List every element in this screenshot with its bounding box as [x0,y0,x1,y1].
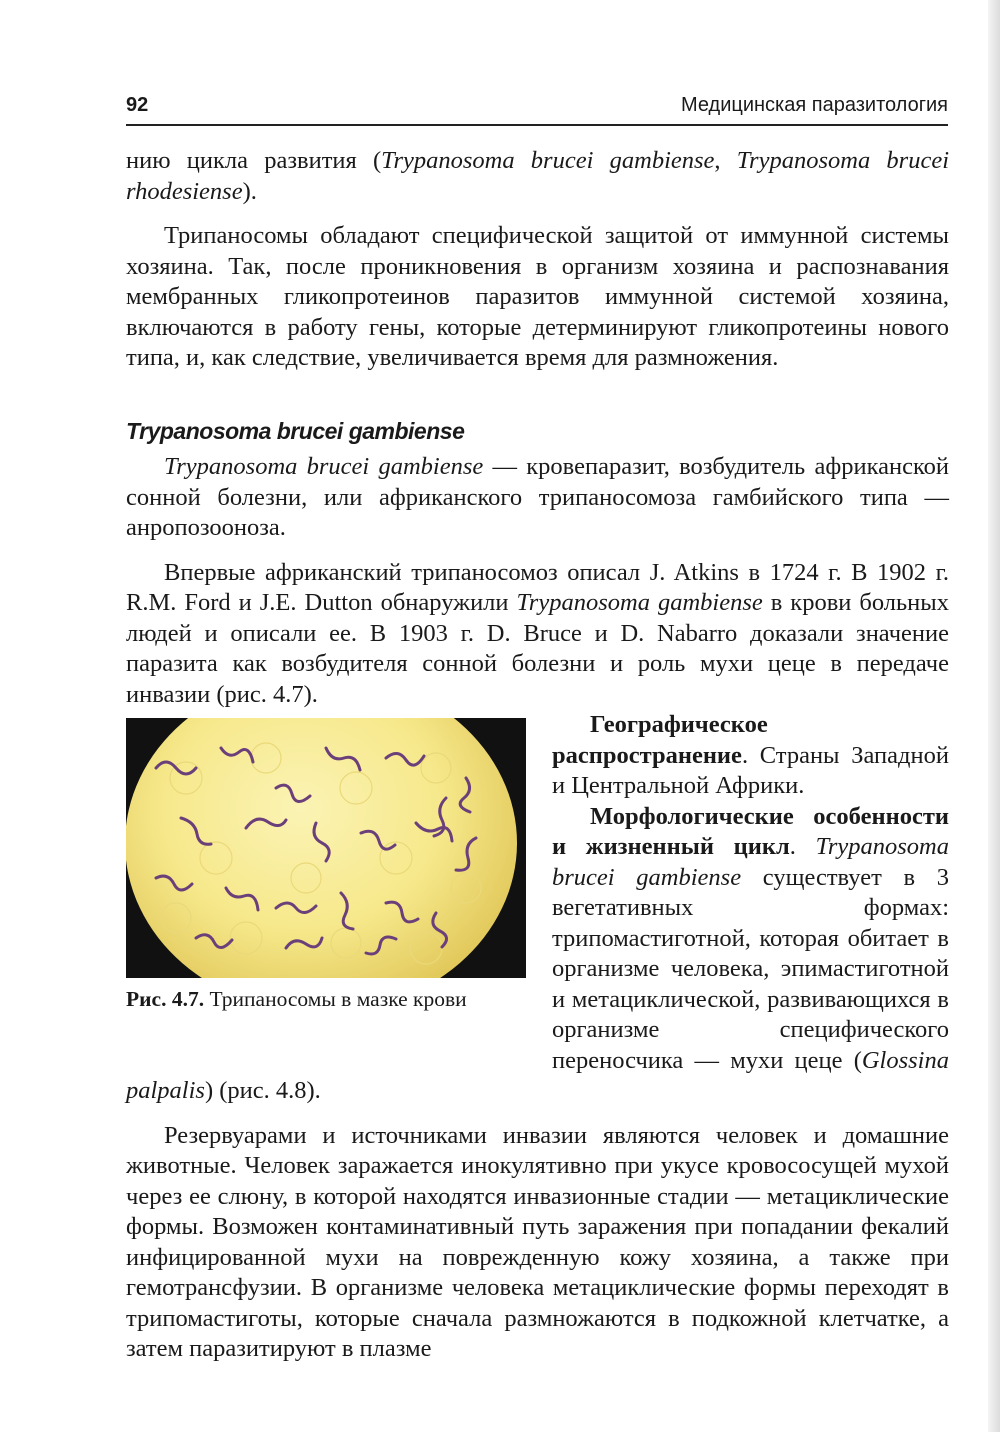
page-edge [988,0,1000,1432]
subheading-geography: Географическое распространение [552,711,768,769]
paragraph-lifecycle-end: нию цикла развития (Trypanosoma brucei gambiense, Trypanosoma brucei rhodesiense). [126,147,950,205]
species-name: Trypanosoma brucei gambiense [552,833,950,891]
section-heading: Trypanosoma brucei gambiense [126,418,465,444]
page-header [126,92,948,126]
species-name: Trypanosoma brucei rhodesiense [126,147,950,205]
species-name: Trypanosoma brucei gambiense [381,147,715,174]
micrograph-image [126,718,526,978]
figure-4-7 [126,718,526,1058]
intro-text [126,146,949,374]
figure-caption: Рис. 4.7. Трипаносомы в мазке крови [126,987,467,1011]
paragraph-definition: Trypanosoma brucei gambiense — кровепаразит, возбудитель африканской сонной болезни, или африканского трипаносомоза гамбийского типа — анропозооноза. [126,453,949,541]
running-title: Медицинская паразитология [680,94,948,116]
figure-label: Рис. 4.7. [126,987,205,1011]
section-text [126,452,949,1365]
paragraph-history: Впервые африканский трипаносомоз описал J. Atkins в 1724 г. В 1902 г. R.M. Ford и J.E. Dutton обнаружили Trypanosoma gambiense в крови больных людей и описали ее. В 1903 г. D. Bruce и D. Nabarro доказали значение паразита как возбудителя сонной болезни и роль мухи цеце в передаче инвазии (рис. 4.7). [126,558,950,708]
vector-name: Glossina palpalis [126,1046,949,1104]
subheading-morphology: Морфологические особенности и жизненный цикл [552,802,949,860]
species-name: Trypanosoma gambiense [516,589,763,616]
species-name: Trypanosoma brucei gambiense [164,453,484,480]
paragraph-immune-defense: Трипаносомы обладают специфической защитой от иммунной системы хозяина. Так, после проникновения в организм хозяина и распознавания мембранных гликопротеинов паразитов иммунной системой хозяина, включаются в работу гены, которые детерминируют гликопротеины нового типа, и, как следствие, увеличивается время для размножения. [126,222,949,371]
paragraph-geography: Географическое распространение. Страны Западной и Центральной Африки. [552,711,949,799]
page-number: 92 [126,94,149,116]
paragraph-morphology: Морфологические особенности и жизненный цикл. Trypanosoma brucei gambiense существует в 3 вегетативных формах: трипомастиготной, которая обитает в организме человека, эпимастиготной и метациклической, развивающихся в организме специфического переносчика — мухи цеце (Glossina palpalis) (рис. 4.8). [126,802,950,1104]
paragraph-reservoirs: Резервуарами и источниками инвазии являются человек и домашние животные. Человек заражается инокулятивно при укусе кровососущей мухой через ее слюну, в которой находятся инвазионные стадии — метациклические формы. Возможен контаминативный путь заражения при попадании фекалий инфицированной мухи на поврежденную кожу хозяина, а также при гемотрансфузии. В организме человека метациклические формы переходят в трипомастиготы, которые сначала размножаются в подкожной клетчатке, а затем паразитируют в плазме [126,1121,949,1362]
